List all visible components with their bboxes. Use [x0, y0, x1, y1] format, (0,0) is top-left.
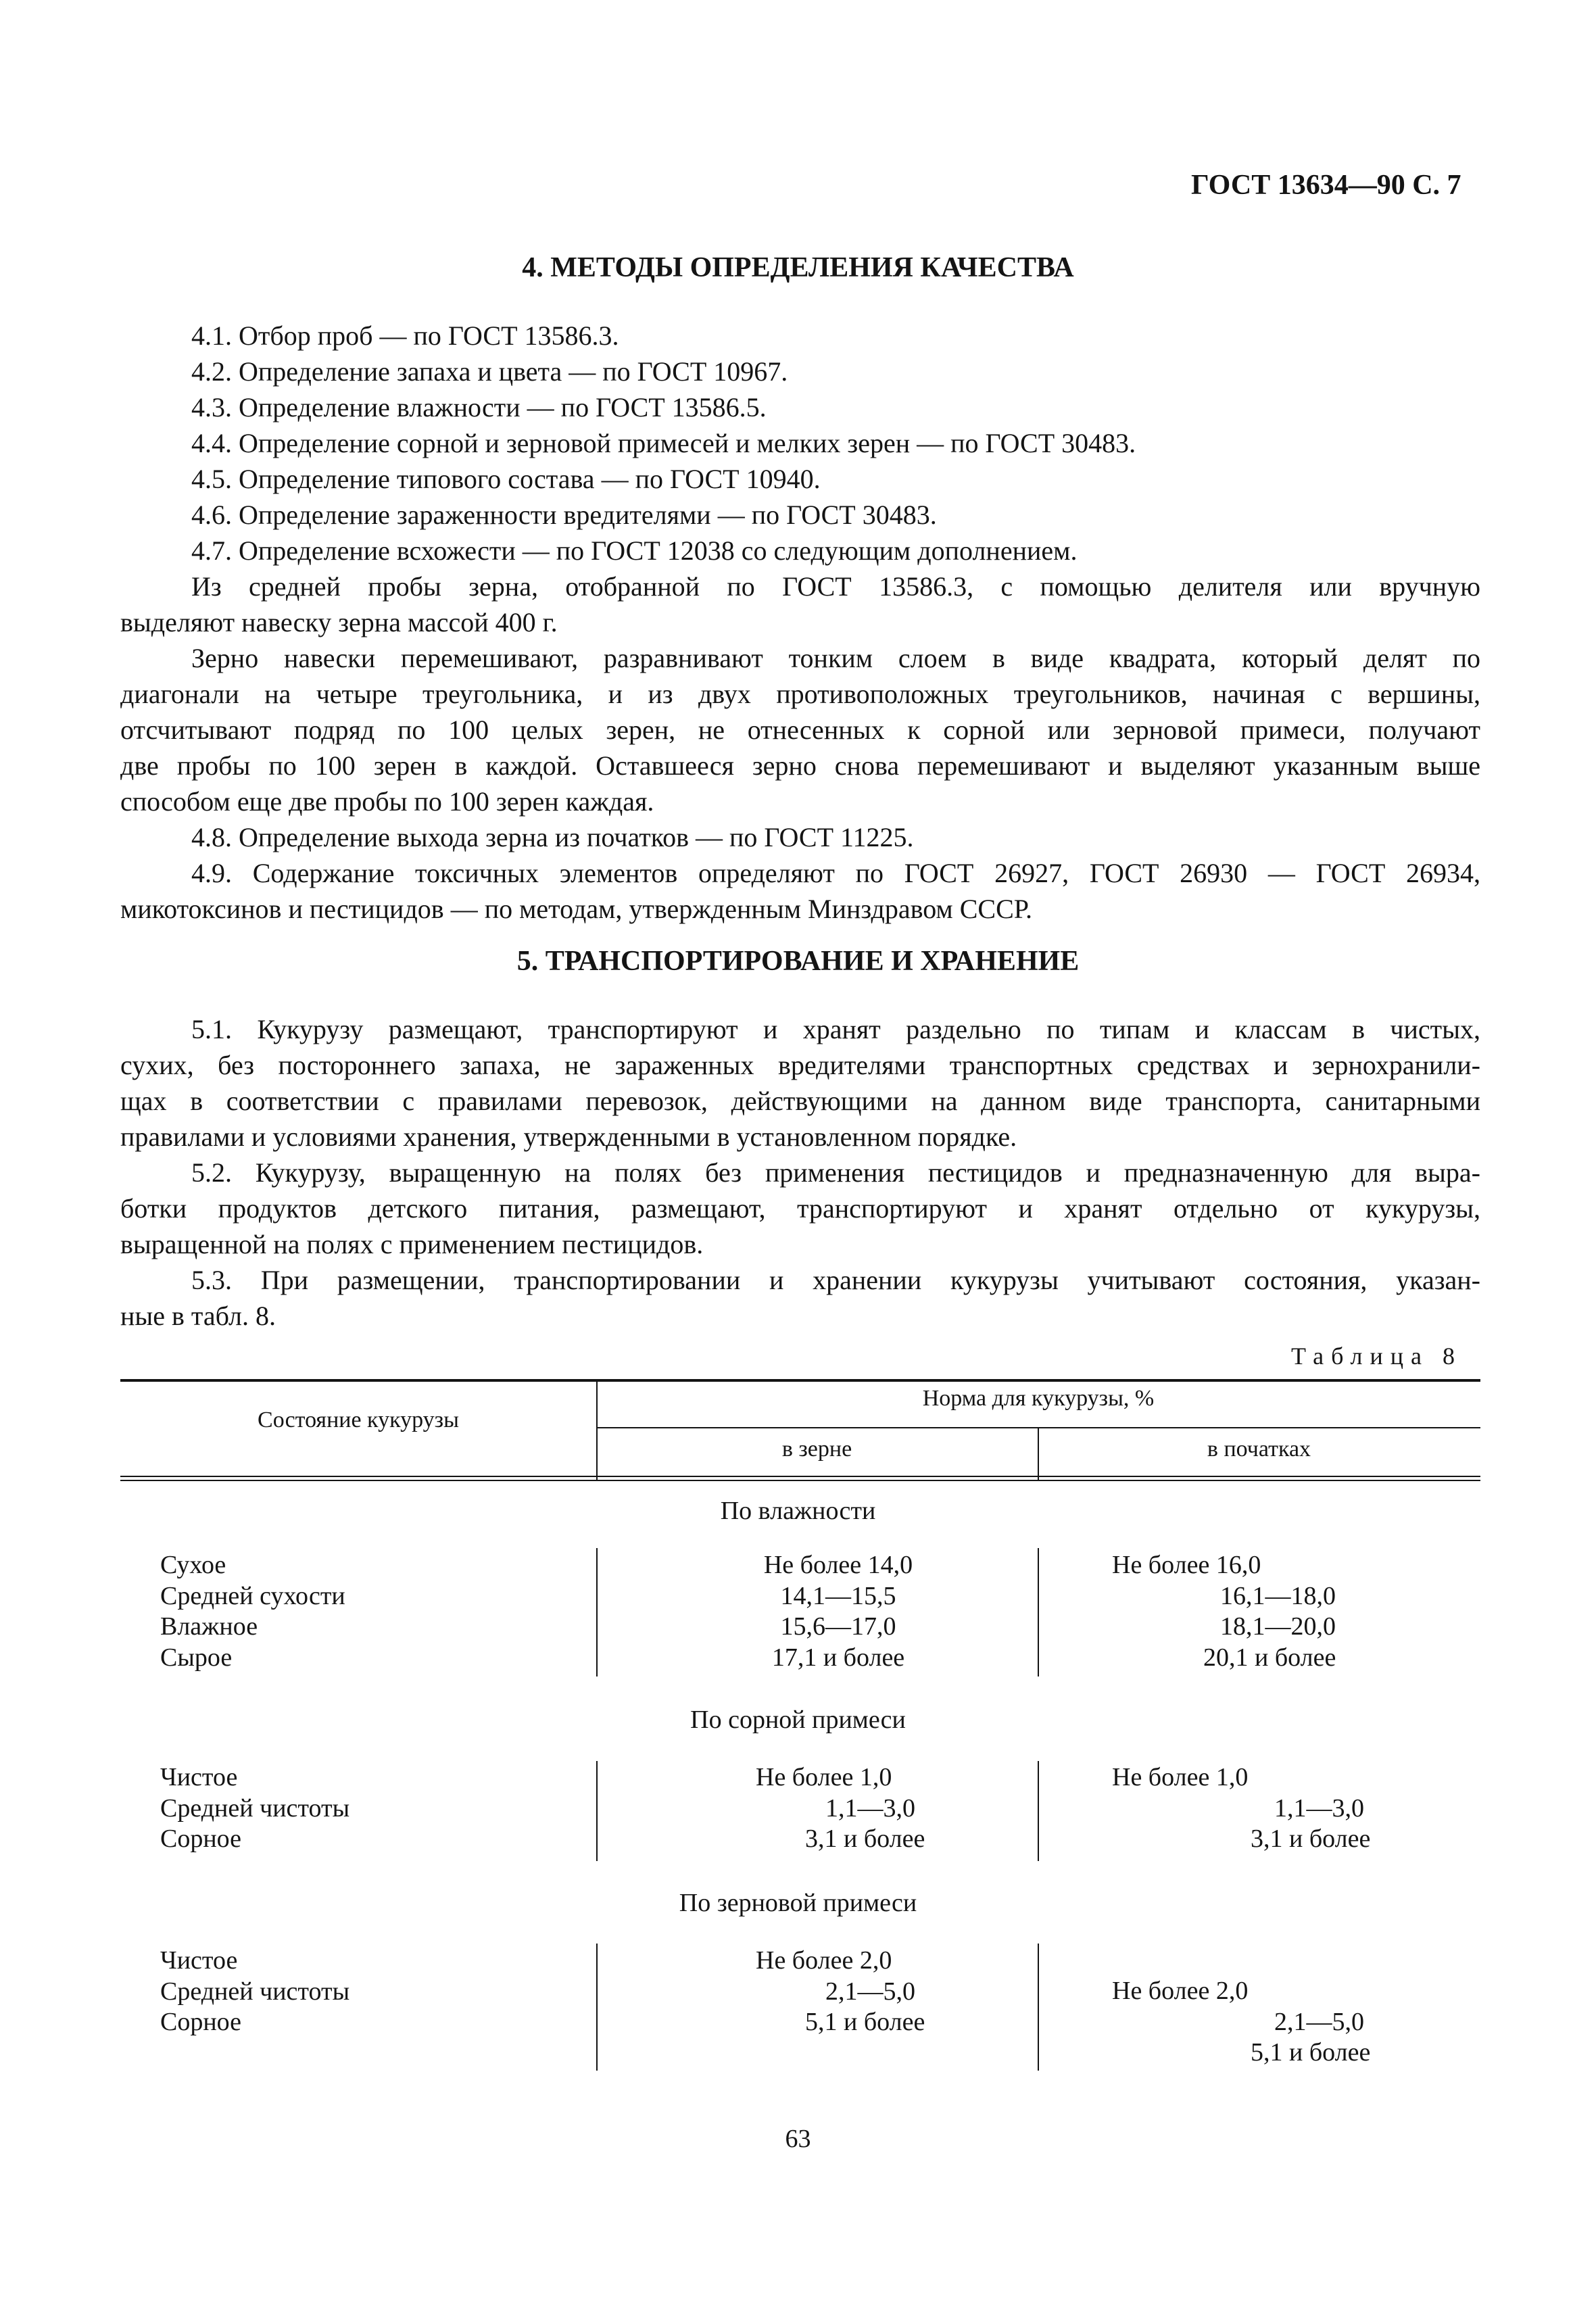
column-divider [1038, 1944, 1039, 2071]
table-section-title: По зерновой примеси [679, 1889, 917, 1917]
table-cell: 5,1 и более [1251, 2038, 1371, 2067]
column-divider [596, 1548, 598, 1676]
table-cell: Чистое [160, 1763, 238, 1791]
table-cell: 14,1—15,5 [780, 1581, 896, 1610]
page-number: 63 [785, 2125, 811, 2153]
grain-column [703, 1550, 973, 1673]
table-cell: 2,1—5,0 [825, 1977, 915, 2006]
table-section-title: По влажности [720, 1497, 876, 1525]
table-cell: 2,1—5,0 [1274, 2007, 1364, 2036]
table-cell: 1,1—3,0 [1274, 1793, 1364, 1823]
paragraph-line: сухих, без постороннего запаха, не зараженных вредителями транспортных средствах и зернохранили- [120, 1050, 1480, 1080]
table-cell: Сырое [160, 1643, 233, 1672]
item-4-5: 4.5. Определение типового состава — по ГОСТ 10940. [191, 464, 821, 494]
item-4-2: 4.2. Определение запаха и цвета — по ГОСТ 10967. [191, 356, 788, 387]
paragraph-line: 5.3. При размещении, транспортировании и хранении кукурузы учитывают состояния, указан- [191, 1265, 1480, 1295]
column-header-state: Состояние кукурузы [258, 1407, 459, 1432]
table-cell: Средней чистоты [160, 1793, 350, 1823]
section-5-title: 5. ТРАНСПОРТИРОВАНИЕ И ХРАНЕНИЕ [516, 946, 1080, 977]
item-4-6: 4.6. Определение зараженности вредителями — по ГОСТ 30483. [191, 500, 937, 530]
table-header-bottom-rule-2 [120, 1480, 1480, 1481]
paragraph-line: 4.9. Содержание токсичных элементов определяют по ГОСТ 26927, ГОСТ 26930 — ГОСТ 26934, [191, 858, 1480, 888]
table-cell: 15,6—17,0 [780, 1612, 896, 1641]
section-5-body [120, 1011, 1480, 1334]
table-cell: 20,1 и более [1203, 1643, 1336, 1672]
table-cell: Не более 1,0 [756, 1763, 892, 1791]
paragraph-line: диагонали на четыре треугольника, и из двух противоположных треугольников, начиная с вершины, [120, 679, 1480, 709]
table-cell: Сорное [160, 1825, 242, 1853]
table-cell: 3,1 и более [805, 1825, 925, 1853]
paragraph-line: 5.1. Кукурузу размещают, транспортируют и хранят раздельно по типам и классам в чистых, [191, 1014, 1480, 1044]
cob-column [1112, 1550, 1336, 1673]
paragraph-line: две пробы по 100 зерен в каждой. Оставшееся зерно снова перемешивают и выделяют указанным выше [120, 750, 1480, 781]
column-divider [1038, 1761, 1039, 1861]
column-header-cob: в початках [1207, 1437, 1311, 1462]
section-4-title: 4. МЕТОДЫ ОПРЕДЕЛЕНИЯ КАЧЕСТВА [522, 252, 1074, 283]
paragraph-line: правилами и условиями хранения, утвержденными в установленном порядке. [120, 1121, 1017, 1152]
cob-column [1112, 1976, 1370, 2069]
table-cell: Не более 14,0 [763, 1551, 913, 1579]
state-column [160, 1550, 345, 1673]
table-cell: Не более 16,0 [1112, 1551, 1261, 1579]
table-cell: Средней чистоты [160, 1977, 350, 2006]
paragraph-line: выделяют навеску зерна массой 400 г. [120, 607, 558, 637]
column-header-grain: в зерне [781, 1437, 852, 1462]
table-caption: Таблица 8 [1291, 1343, 1462, 1370]
item-4-1: 4.1. Отбор проб — по ГОСТ 13586.3. [191, 320, 619, 351]
column-divider [1038, 1548, 1039, 1676]
paragraph-line: щах в соответствии с правилами перевозок, действующими на данном виде транспорта, санитарными [120, 1086, 1480, 1116]
section-4-body [120, 318, 1480, 927]
table-top-rule [120, 1379, 1480, 1382]
paragraph-line: микотоксинов и пестицидов — по методам, утвержденным Минздравом СССР. [120, 894, 1033, 924]
table-cell: Не более 2,0 [1112, 1977, 1249, 2005]
grain-column [756, 1946, 925, 2038]
table-cell: Влажное [160, 1612, 258, 1641]
table-cell: 5,1 и более [805, 2008, 925, 2036]
paragraph-line: 5.2. Кукурузу, выращенную на полях без применения пестицидов и предназначенную для выра- [191, 1157, 1480, 1188]
table-cell: Сухое [160, 1551, 226, 1579]
column-divider [596, 1761, 598, 1861]
paragraph-line: отсчитывают подряд по 100 целых зерен, не отнесенных к сорной или зерновой примеси, получают [120, 715, 1480, 745]
table-cell: Чистое [160, 1946, 238, 1975]
table-cell: 17,1 и более [771, 1643, 905, 1672]
state-column [160, 1762, 349, 1855]
paragraph-line: ботки продуктов детского питания, размещают, транспортируют и хранят отдельно от кукурузы, [120, 1193, 1480, 1224]
table-cell: 18,1—20,0 [1220, 1612, 1336, 1641]
table-cell: 16,1—18,0 [1220, 1581, 1336, 1610]
table-header-bottom-rule-1 [120, 1476, 1480, 1477]
table-cell: Не более 2,0 [756, 1946, 892, 1975]
item-4-8: 4.8. Определение выхода зерна из початков — по ГОСТ 11225. [191, 822, 914, 852]
item-4-7: 4.7. Определение всхожести — по ГОСТ 12038 со следующим дополнением. [191, 535, 1078, 566]
state-column [160, 1946, 349, 2038]
item-4-3: 4.3. Определение влажности — по ГОСТ 13586.5. [191, 392, 767, 423]
paragraph-line: Зерно навески перемешивают, разравнивают тонким слоем в виде квадрата, который делят по [191, 643, 1480, 673]
table-cell: Не более 1,0 [1112, 1763, 1249, 1791]
cob-column [1112, 1762, 1370, 1855]
column-header-norm: Норма для кукурузы, % [922, 1386, 1155, 1411]
paragraph-line: выращенной на полях с применением пестицидов. [120, 1229, 704, 1259]
column-divider [596, 1944, 598, 2071]
table-cell: Сорное [160, 2008, 242, 2036]
grain-column [756, 1762, 925, 1855]
paragraph-line: Из средней пробы зерна, отобранной по ГОСТ 13586.3, с помощью делителя или вручную [191, 571, 1480, 602]
paragraph-line: способом еще две пробы по 100 зерен каждая. [120, 786, 654, 817]
running-header: ГОСТ 13634—90 С. 7 [1191, 170, 1461, 201]
table-cell: 3,1 и более [1251, 1825, 1371, 1853]
item-4-4: 4.4. Определение сорной и зерновой примесей и мелких зерен — по ГОСТ 30483. [191, 428, 1136, 458]
table-cell: Средней сухости [160, 1581, 345, 1610]
paragraph-line: ные в табл. 8. [120, 1301, 276, 1331]
table-section-title: По сорной примеси [690, 1706, 906, 1734]
table-cell: 1,1—3,0 [825, 1793, 915, 1823]
